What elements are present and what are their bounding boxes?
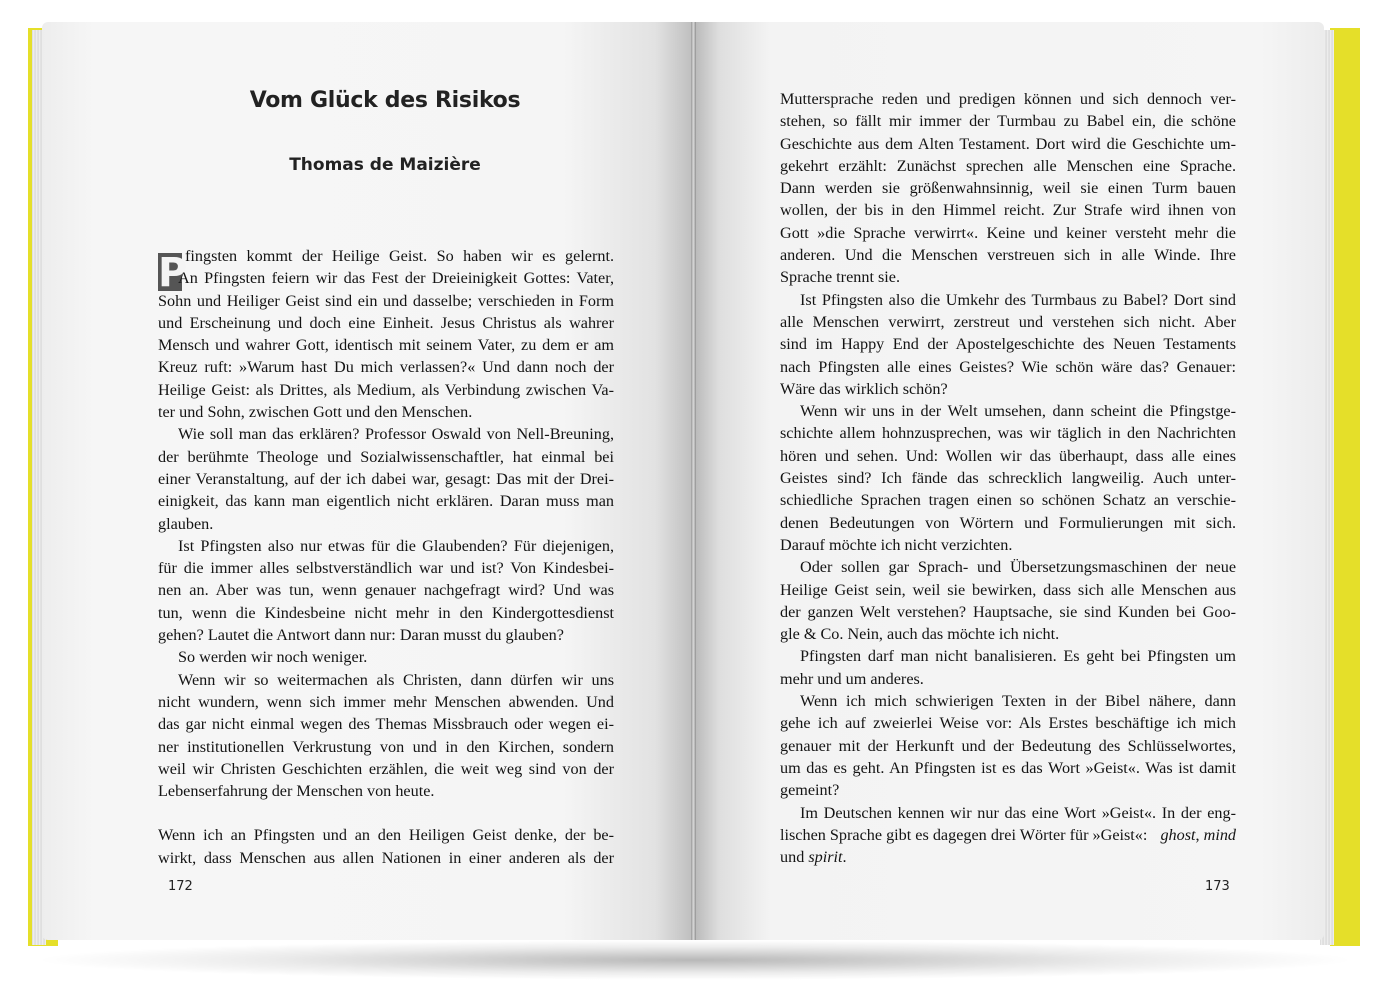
text-line: So werden wir noch weniger. <box>178 648 368 667</box>
text-line: Pfingsten darf man nicht banalisieren. Es geht bei Pfingsten um <box>800 647 1236 666</box>
drop-cap: P <box>158 250 188 296</box>
text-line <box>780 824 1236 846</box>
text-line: nen an. Aber was tun, wenn genauer nachgefragt wird? Und was <box>158 581 614 600</box>
text-line: gle & Co. Nein, auch das möchte ich nicht. <box>780 625 1060 644</box>
text-line: denen Bedeutungen von Wörtern und Formulierungen mit sich. <box>780 513 1236 532</box>
text-line: genauer mit der Herkunft und der Bedeutung des Schlüsselwortes, <box>780 736 1236 755</box>
text-line: wollen, der bis in den Himmel reicht. Zur Strafe wird ihnen von <box>780 201 1236 220</box>
text-line: gehe ich auf zweierlei Weise vor: Als Erstes beschäftige ich mich <box>780 714 1236 733</box>
text-line: Wenn wir so weitermachen als Christen, dann dürfen wir uns <box>178 670 614 689</box>
text-line: ner institutionellen Verkrustung von und in den Kirchen, sondern <box>158 737 614 756</box>
text-line: Dann werden sie größenwahnsinnig, weil sie einen Turm bauen <box>780 179 1236 198</box>
text-line: anderen. Und die Menschen verstreuen sich in alle Winde. Ihre <box>780 246 1236 265</box>
text-line: hören und sehen. Und: Wollen wir das überhaupt, dass alle eines <box>780 446 1236 465</box>
text-line: Mensch und wahrer Gott, identisch mit seinem Vater, zu dem er am <box>158 336 614 355</box>
text-line: das gar nicht einmal wegen des Themas Missbrauch oder wegen ei- <box>158 715 614 734</box>
text-line: sind im Happy End der Apostelgeschichte des Neuen Testaments <box>780 335 1236 354</box>
text-line: alle Menschen verwirrt, zerstreut und verstehen sich nicht. Aber <box>780 312 1236 331</box>
text-segment <box>1160 824 1236 846</box>
text-line: Sprache trennt sie. <box>780 268 901 287</box>
text-line: Lebenserfahrung der Menschen von heute. <box>158 782 435 801</box>
text-line: gekehrt erzählt: Zunächst sprechen alle Menschen eine Sprache. <box>780 156 1236 175</box>
text-line: gemeint? <box>780 781 840 800</box>
text-line: stehen, so fällt mir immer der Turmbau zu Babel ein, die schöne <box>780 112 1236 131</box>
text-line: Heilige Geist: als Drittes, als Medium, als Verbindung zwischen Va- <box>158 380 614 399</box>
text-line: mehr und um anderes. <box>780 669 924 688</box>
left-page-body <box>158 245 614 869</box>
italic-word: ghost <box>1160 825 1196 844</box>
text-segment: , <box>1195 825 1204 844</box>
text-line: glauben. <box>158 514 214 533</box>
text-line: einigkeit, das kann man eigentlich nicht erklären. Daran muss man <box>158 492 614 511</box>
text-line: Gott »die Sprache verwirrt«. Keine und keiner versteht mehr die <box>780 223 1236 242</box>
text-line: Wäre das wirklich schön? <box>780 379 948 398</box>
text-line: nicht wundern, wenn sich immer mehr Menschen abwenden. Und <box>158 692 614 711</box>
text-line: Sohn und Heiliger Geist sind ein und dasselbe; verschieden in Form <box>158 291 614 310</box>
text-line: gehen? Lautet die Antwort dann nur: Daran musst du glauben? <box>158 626 564 645</box>
text-line: Wenn wir uns in der Welt umsehen, dann scheint die Pfingstge- <box>800 402 1236 421</box>
text-line: Heilige Geist sein, weil sie bewirken, dass sich alle Menschen aus <box>780 580 1236 599</box>
text-line: der berühmte Theologe und Sozialwissenschaftler, hat einmal bei <box>158 447 614 466</box>
text-line: Wie soll man das erklären? Professor Oswald von Nell-Breuning, <box>178 425 614 444</box>
text-line: einer Veranstaltung, auf der ich dabei war, gesagt: Das mit der Drei- <box>158 469 614 488</box>
text-line: An Pfingsten feiern wir das Fest der Dreieinigkeit Gottes: Vater, <box>178 269 614 288</box>
right-page-body <box>780 88 1236 868</box>
text-line: tun, wenn die Kindesbeine nicht mehr in den Kindergottesdienst <box>158 603 614 622</box>
text-line: Darauf möchte ich nicht verzichten. <box>780 535 1013 554</box>
text-line: Wenn ich mich schwierigen Texten in der Bibel nähere, dann <box>800 692 1236 711</box>
text-line: Wenn ich an Pfingsten und an den Heiligen Geist denke, der be- <box>158 826 614 845</box>
italic-word: mind <box>1203 825 1236 844</box>
book-gutter <box>691 22 696 940</box>
text-line: um das es geht. An Pfingsten ist es das Wort »Geist«. Was ist damit <box>780 758 1236 777</box>
italic-word: spirit <box>808 848 843 867</box>
text-line: Oder sollen gar Sprach- und Übersetzungsmaschinen der neue <box>800 558 1236 577</box>
text-line: Geschichte aus dem Alten Testament. Dort wird die Geschichte um- <box>780 134 1236 153</box>
chapter-title: Vom Glück des Risikos <box>249 88 521 113</box>
text-line: wirkt, dass Menschen aus allen Nationen in einer anderen als der <box>158 848 614 867</box>
page-number-left: 172 <box>168 879 193 894</box>
text-line: der ganzen Welt verstehen? Hauptsache, sie sind Kunden bei Goo- <box>780 602 1236 621</box>
text-line: Ist Pfingsten also nur etwas für die Glaubenden? Für diejenigen, <box>178 536 614 555</box>
text-line: schiedliche Sprachen tragen einen so schönen Schatz an verschie- <box>780 491 1236 510</box>
book-cover-right-edge <box>1330 28 1360 946</box>
text-line <box>780 846 1236 868</box>
text-line: Muttersprache reden und predigen können und sich dennoch ver- <box>780 90 1236 108</box>
text-line: für die immer alles selbstverständlich war und ist? Von Kindesbei- <box>158 559 614 578</box>
text-line: nach Pfingsten alle eines Geistes? Wie schön wäre das? Genauer: <box>780 357 1236 376</box>
text-line: Kreuz ruft: »Warum hast Du mich verlassen?« Und dann noch der <box>158 358 614 377</box>
text-line: fingsten kommt der Heilige Geist. So haben wir es gelernt. <box>185 247 614 265</box>
text-line: schichte allem hohnzusprechen, was wir täglich in den Nachrichten <box>780 424 1236 443</box>
text-segment: . <box>842 848 847 867</box>
book-shadow <box>30 940 1360 980</box>
text-line: und Erscheinung und doch eine Einheit. Jesus Christus als wahrer <box>158 313 614 332</box>
text-line: weil wir Christen Geschichten erzählen, die weit weg sind von der <box>158 759 614 778</box>
chapter-author: Thomas de Maizière <box>289 155 481 175</box>
text-line: ter und Sohn, zwischen Gott und den Menschen. <box>158 403 473 422</box>
text-segment: und <box>780 848 805 867</box>
text-line: Geistes sind? Ich fände das schrecklich langweilig. Auch unter- <box>780 469 1236 488</box>
page-number-right: 173 <box>1205 879 1230 894</box>
text-line: Ist Pfingsten also die Umkehr des Turmbaus zu Babel? Dort sind <box>800 290 1236 309</box>
text-line: Im Deutschen kennen wir nur das eine Wort »Geist«. In der eng- <box>800 803 1236 822</box>
text-segment: lischen Sprache gibt es dagegen drei Wörter für »Geist«: <box>780 825 1148 844</box>
